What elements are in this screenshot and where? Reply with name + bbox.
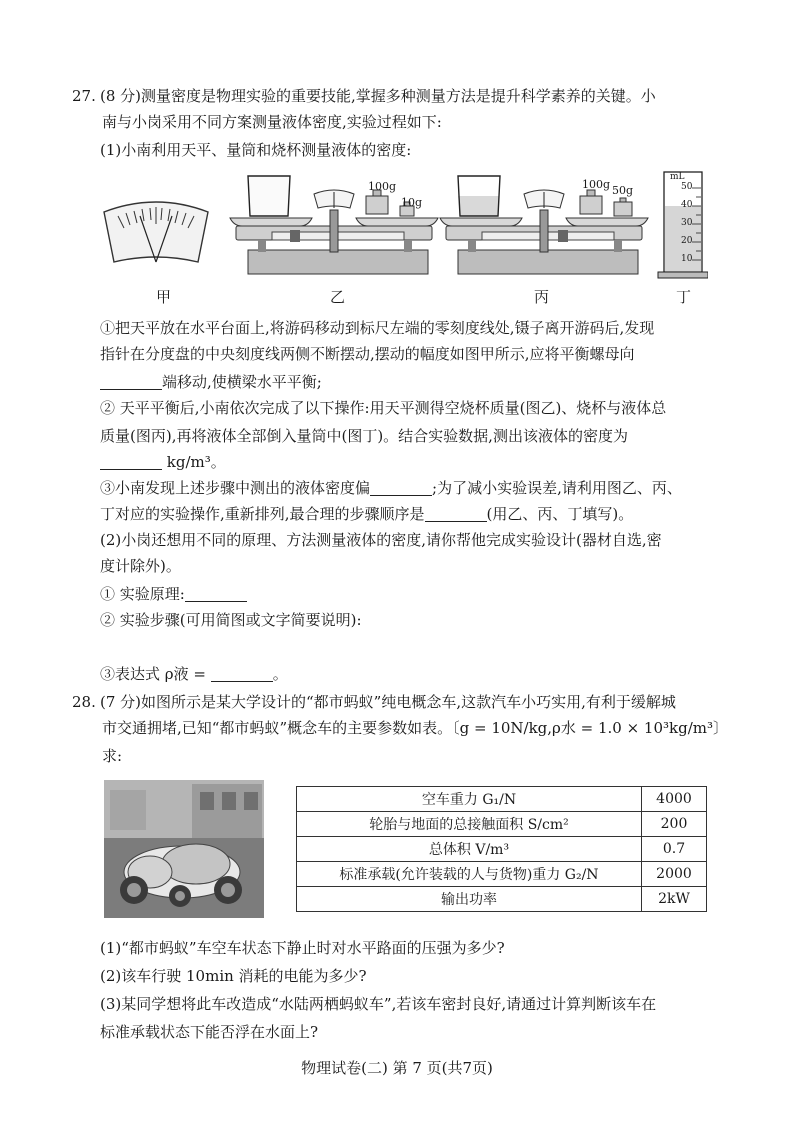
cylinder-tick-20: 20 xyxy=(681,236,693,246)
weight-label-50g: 50g xyxy=(612,184,634,197)
weight-label-100g-yi: 100g xyxy=(368,180,397,193)
q27-step2-line2: 质量(图丙),再将液体全部倒入量筒中(图丁)。结合实验数据,测出该液体的密度为 xyxy=(100,427,628,445)
answer-blank-bias[interactable] xyxy=(370,479,432,496)
q27-principle-label: ① 实验原理: xyxy=(100,585,185,603)
answer-blank-principle[interactable] xyxy=(185,585,247,602)
table-cell-value: 2000 xyxy=(642,862,707,887)
question-28-number: 28. xyxy=(72,693,96,711)
cylinder-tick-30: 30 xyxy=(681,218,693,228)
table-cell-param: 空车重力 G₁/N xyxy=(297,787,642,812)
table-row xyxy=(297,887,707,912)
question-27-number: 27. xyxy=(72,87,96,105)
q27-expression-end: 。 xyxy=(272,665,288,683)
q27-steps-label: ② 实验步骤(可用简图或文字简要说明): xyxy=(100,611,362,629)
q28-sub2: (2)该车行驶 10min 消耗的电能为多少? xyxy=(100,967,367,985)
figure-label-bing: 丙 xyxy=(534,288,550,306)
balance-figure-yi xyxy=(228,170,440,278)
table-row xyxy=(297,837,707,862)
q27-step3-line2a: 丁对应的实验操作,重新排列,最合理的步骤顺序是 xyxy=(100,505,425,523)
balance-dial-figure-jia xyxy=(100,198,212,268)
table-cell-value: 4000 xyxy=(642,787,707,812)
q27-step2-unit: kg/m³。 xyxy=(166,453,226,471)
q27-part2-line2: 度计除外)。 xyxy=(100,557,181,575)
q27-step3-line1a: ③小南发现上述步骤中测出的液体密度偏 xyxy=(100,479,371,497)
q28-line3: 求: xyxy=(102,747,123,765)
weight-label-100g-bing: 100g xyxy=(582,178,611,191)
page-footer: 物理试卷(二) 第 7 页(共7页) xyxy=(301,1059,493,1077)
table-cell-param: 轮胎与地面的总接触面积 S/cm² xyxy=(297,812,642,837)
figure-label-ding: 丁 xyxy=(676,288,692,306)
q27-step3-line2b: (用乙、丙、丁填写)。 xyxy=(486,505,634,523)
q28-line2: 市交通拥堵,已知“都市蚂蚁”概念车的主要参数如表。〔g = 10N/kg,ρ水 = 1.0 × 10³kg/m³〕 xyxy=(102,719,729,737)
answer-blank-expression[interactable] xyxy=(211,665,273,682)
q27-step1-line1: ①把天平放在水平台面上,将游码移动到标尺左端的零刻度线处,镊子离开游码后,发现 xyxy=(100,319,655,337)
q27-expression-label: ③表达式 ρ液 = xyxy=(100,665,206,683)
cylinder-tick-50: 50 xyxy=(681,182,693,192)
table-cell-value: 200 xyxy=(642,812,707,837)
table-cell-param: 输出功率 xyxy=(297,887,642,912)
q28-sub1: (1)“都市蚂蚁”车空车状态下静止时对水平路面的压强为多少? xyxy=(100,939,505,957)
cylinder-unit-label: mL xyxy=(670,172,685,182)
q27-part2-line1: (2)小岗还想用不同的原理、方法测量液体的密度,请你帮他完成实验设计(器材自选,密 xyxy=(100,531,662,549)
weight-label-10g: 10g xyxy=(401,196,423,209)
table-row xyxy=(297,862,707,887)
q27-header-line1: (8 分)测量密度是物理实验的重要技能,掌握多种测量方法是提升科学素养的关键。小 xyxy=(100,87,656,105)
q28-sub3-line1: (3)某同学想将此车改造成“水陆两栖蚂蚁车”,若该车密封良好,请通过计算判断该车在 xyxy=(100,995,657,1013)
figure-label-jia: 甲 xyxy=(156,288,172,306)
answer-blank-order[interactable] xyxy=(425,505,487,522)
concept-car-photo xyxy=(104,780,264,918)
cylinder-tick-10: 10 xyxy=(681,254,693,264)
table-row xyxy=(297,787,707,812)
q27-step1-line3: 端移动,使横梁水平平衡; xyxy=(162,373,322,391)
q27-step2-line1: ② 天平平衡后,小南依次完成了以下操作:用天平测得空烧杯质量(图乙)、烧杯与液体总 xyxy=(100,399,667,417)
q28-line1: (7 分)如图所示是某大学设计的“都市蚂蚁”纯电概念车,这款汽车小巧实用,有利于缓解城 xyxy=(100,693,676,711)
q28-sub3-line2: 标准承载状态下能否浮在水面上? xyxy=(100,1023,319,1041)
q27-part1-title: (1)小南利用天平、量筒和烧杯测量液体的密度: xyxy=(100,141,412,159)
table-cell-param: 总体积 V/m³ xyxy=(297,837,642,862)
q27-step1-line2: 指针在分度盘的中央刻度线两侧不断摆动,摆动的幅度如图甲所示,应将平衡螺母向 xyxy=(100,345,635,363)
table-row xyxy=(297,812,707,837)
table-cell-value: 2kW xyxy=(642,887,707,912)
answer-blank-density[interactable] xyxy=(100,453,162,470)
q27-step3-line1b: ;为了减小实验误差,请利用图乙、丙、 xyxy=(432,479,682,497)
car-parameter-table xyxy=(296,786,707,912)
table-cell-value: 0.7 xyxy=(642,837,707,862)
figure-label-yi: 乙 xyxy=(330,288,346,306)
q27-header-line2: 南与小岗采用不同方案测量液体密度,实验过程如下: xyxy=(102,113,442,131)
cylinder-tick-40: 40 xyxy=(681,200,693,210)
table-cell-param: 标准承载(允许装载的人与货物)重力 G₂/N xyxy=(297,862,642,887)
answer-blank-direction[interactable] xyxy=(100,373,162,390)
